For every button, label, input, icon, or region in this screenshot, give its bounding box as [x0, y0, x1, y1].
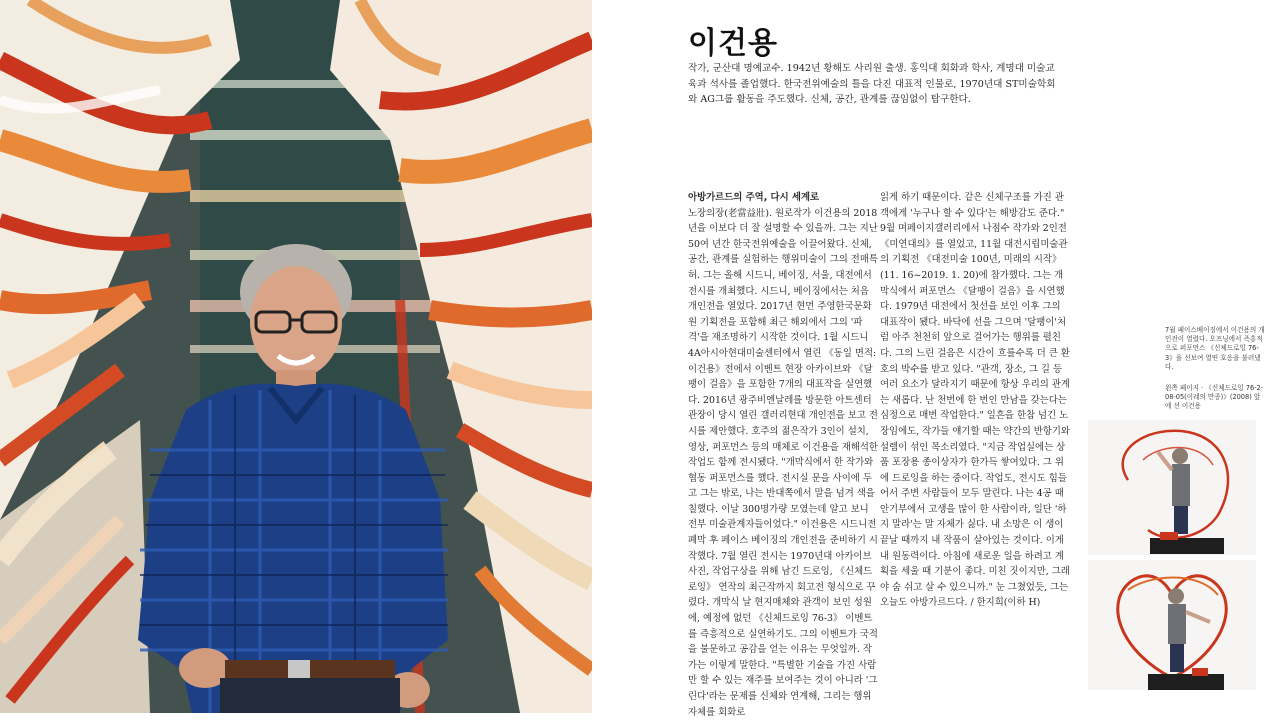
- article-title: 이건용: [688, 26, 778, 61]
- photo-caption-performance: 7월 페이스베이징에서 이건용의 개인전이 열렸다. 오프닝에서 즉흥적으로 퍼포먼스 《신체드로잉 76-3》을 선보여 열띤 호응을 불러냈다.: [1165, 326, 1265, 371]
- performance-photo-2: [1088, 560, 1256, 690]
- article-subheading: 아방가르드의 주역, 다시 세계로: [688, 192, 820, 203]
- performance-photo-1: [1088, 420, 1256, 555]
- performance-illustration-1: [1088, 420, 1256, 555]
- article-column-2: [880, 190, 1070, 611]
- article-column-1: [688, 190, 878, 720]
- article-body-column-2: 읽게 하기 때문이다. 같은 신체구조를 가진 관객에게 '누구나 할 수 있다'는 해방감도 준다." 9월 며페이지갤러리에서 나점수 작가와 2인전 《미연대의》를 열었고, 11월 대전시립미술관의 기획전 《대전미술 100년, 미래의 시작》(11. 16~2019. 1. 20)에 참가했다. 그는 개막식에서 퍼포먼스 《달팽이 걸음》을 시연했다. 1979년 대전에서 첫선을 보인 이후 그의 대표작이 됐다. 바닥에 선을 그으며 '달팽이'처럼 아주 천천히 앞으로 걸어가는 행위를 펼친다. 그의 느린 걸음은 시간이 흐를수록 더 큰 환호의 박수를 받고 있다. "관객, 장소, 그 길 등 여러 요소가 달라지기 때문에 항상 우리의 관계는 새롭다. 난 천번에 한 번인 만남을 갖는다는 심정으로 매번 작업한다." 일흔을 한참 넘긴 노장임에도, 작가들 얘기할 때는 약간의 반항기와 설렘이 섞인 목소리였다. "지금 작업실에는 상품 포장용 종이상자가 한가득 쌓여있다. 그 위에 드로잉을 하는 중이다. 작업도, 전시도 힘들어서 주변 사람들이 모두 말린다. 나는 4공 때 안기부에서 고생을 많이 한 사람이라, 일단 '하지 말라'는 말 자체가 싫다. 내 소망은 이 생이 끝날 때까지 내 작품이 살아있는 것이다. 이게 내 원동력이다. 아침에 새로운 일을 하려고 계획을 세울 때 기분이 좋다. 미친 짓이지만, 그래야 숨 쉬고 살 수 있으니까." 눈 그쳤었듯, 그는 오늘도 아방가르드다. / 한지희(이하 H): [880, 192, 1070, 609]
- article-body-column-1: 노장의장(老當益壯). 원로작가 이건용의 2018년을 이보다 더 잘 설명할 수 있을까. 그는 지난 50여 년간 한국전위예술을 이끌어왔다. 신체, 공간, 관계를 실험하는 행위미술이 그의 전매특허. 그는 올해 시드니, 베이징, 서울, 대전에서 전시를 개최했다. 시드니, 베이징에서는 처음 개인전을 열었다. 2017년 현먼 주영한국문화원 기획전을 포함해 최근 해외에서 그의 '파격'을 재조명하기 시작한 것이다. 1월 시드니 4A아시아현대미술센터에서 열린 《동일 면적: 이건용》전에서 이벤트 현장 아카이브와 《달팽이 걸음》을 포함한 7개의 대표작을 실연했다. 2016년 광주비엔날레를 방문한 아트센터 관장이 당시 열린 갤러리현대 개인전을 보고 전시를 제안했다. 호주의 젊은작가 3인이 설치, 영상, 퍼포먼스 등의 매체로 이건용을 재해석한 작업도 함께 전시됐다. "개막식에서 한 작가와 협동 퍼포먼스를 했다. 전시실 문을 사이에 두고 그는 밖로, 나는 반대쪽에서 말을 넘겨 색을 칠했다. 이날 300명가량 모였는데 알고 보니 전부 미술관계자들이었다." 이건용은 시드니전 폐막 후 페이스 베이징의 개인전을 준비하기 시작했다. 7월 열린 전시는 1970년대 아카이브 사진, 작업구상을 위해 남긴 드로잉, 《신체드로잉》 연작의 최근작까지 회고전 형식으로 꾸렸다. 개막식 날 현지매체와 관객이 보인 성원에, 예정에 없던 《신체드로잉 76-3》 이벤트를 즉흥적으로 실연하기도. 그의 이벤트가 국적을 불문하고 공감을 얻는 이유는 무엇일까. 작가는 이렇게 말한다. "특별한 기술을 가진 사람만 할 수 있는 재주를 보여주는 것이 아니라 '그린다'라는 문제를 신체와 연계해, 그리는 행위 자체를 회화로: [688, 207, 878, 718]
- portrait-illustration: [0, 0, 592, 713]
- photo-caption-portrait: 왼쪽 페이지 · 《신체드로잉 76-2-08-05(이레의 만종)》(2008) 앞에 선 이건용: [1165, 384, 1264, 411]
- article-intro: 작가, 군산대 명예교수. 1942년 황해도 사리원 출생. 홍익대 회화과 학사, 계명대 미술교육과 석사를 졸업했다. 한국전위예술의 틀을 다진 대표적 인물로, 1970년대 ST미술학회와 AG그룹 활동을 주도했다. 신체, 공간, 관계를 끊임없이 탐구한다.: [688, 63, 1056, 106]
- artist-portrait-photo: [0, 0, 592, 713]
- performance-illustration-2: [1088, 560, 1256, 690]
